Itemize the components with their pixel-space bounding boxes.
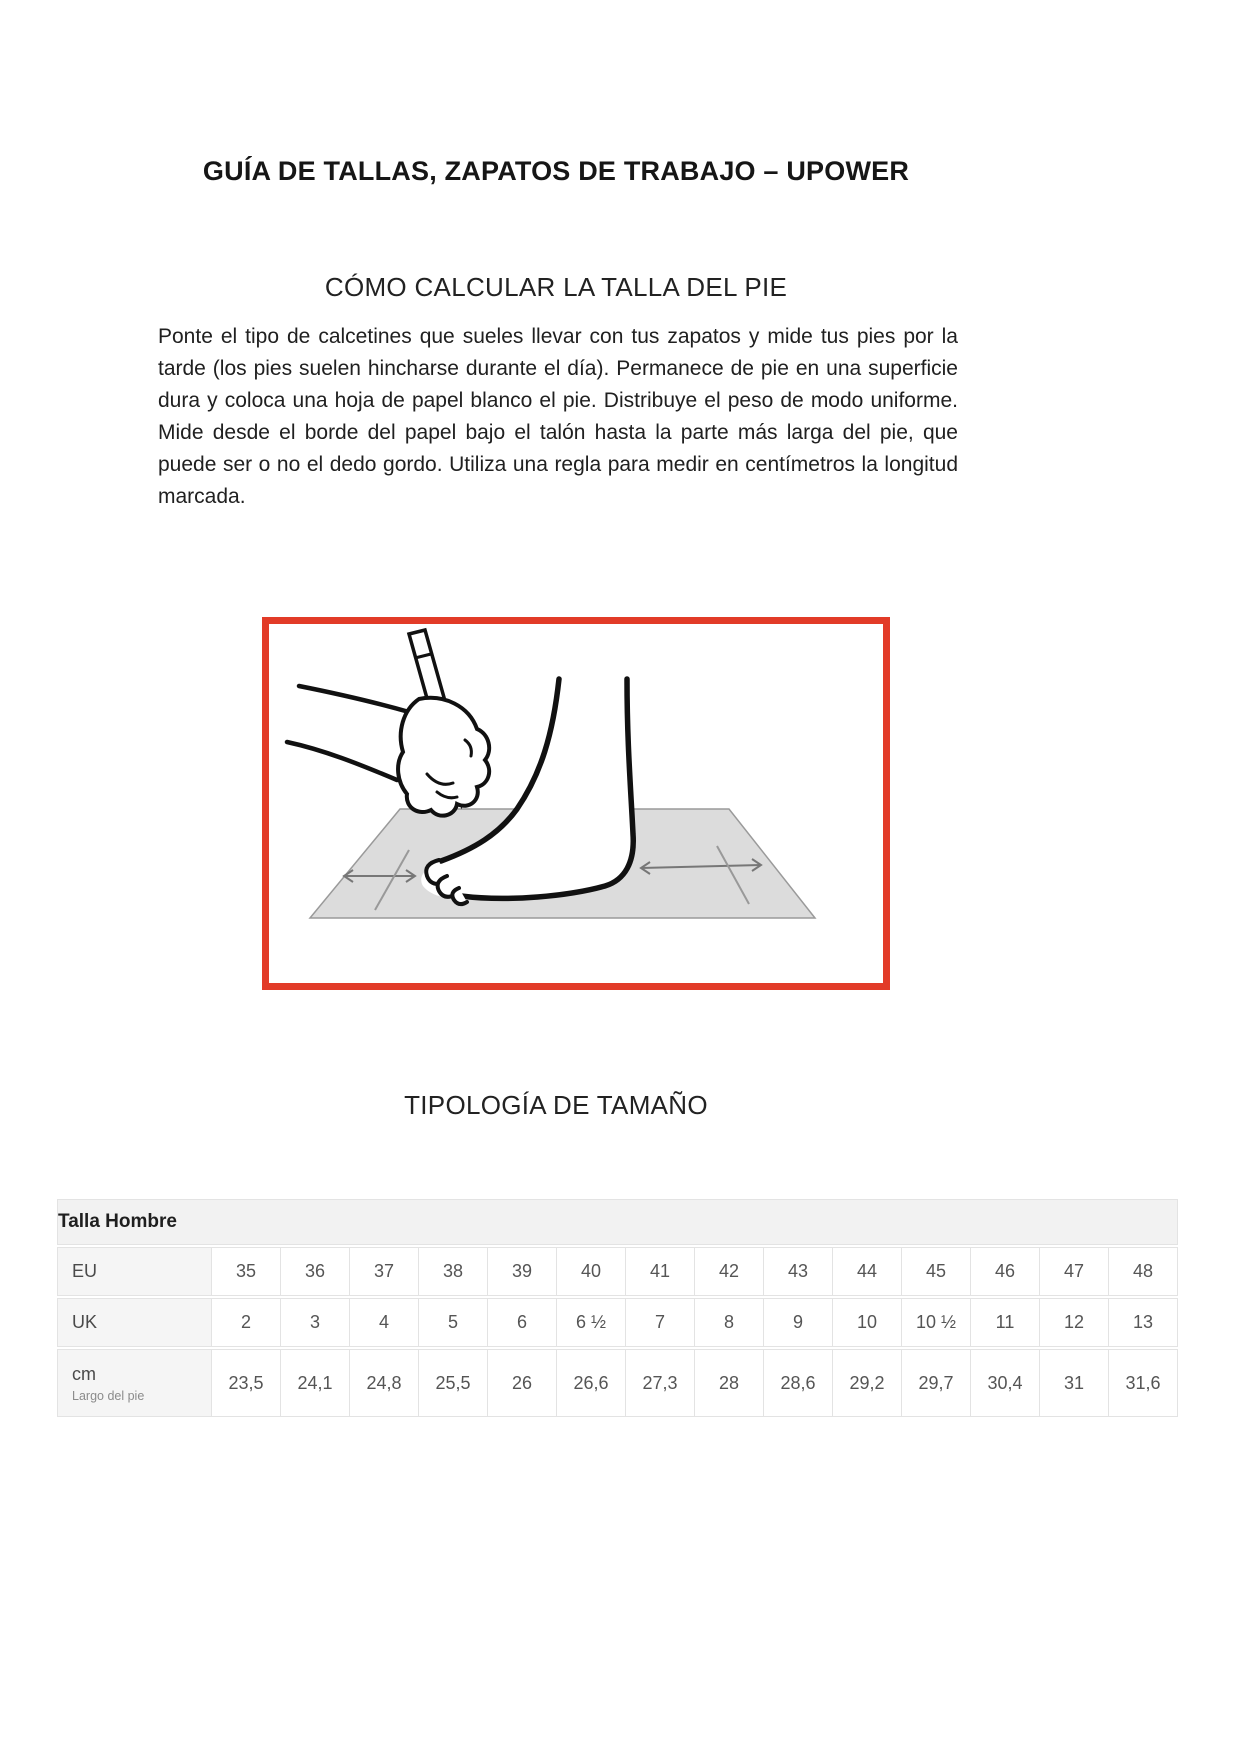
row-label-cm: cm Largo del pie bbox=[57, 1349, 212, 1417]
hand-tracing-foot-illustration bbox=[269, 624, 883, 983]
size-cell: 10 ½ bbox=[902, 1298, 971, 1347]
size-cell: 11 bbox=[971, 1298, 1040, 1347]
size-cell: 31,6 bbox=[1109, 1349, 1178, 1417]
size-cell: 8 bbox=[695, 1298, 764, 1347]
size-cell: 7 bbox=[626, 1298, 695, 1347]
size-cell: 9 bbox=[764, 1298, 833, 1347]
size-cell: 43 bbox=[764, 1247, 833, 1296]
size-cell: 23,5 bbox=[212, 1349, 281, 1417]
size-cell: 45 bbox=[902, 1247, 971, 1296]
size-cell: 13 bbox=[1109, 1298, 1178, 1347]
section-heading-size-typology: TIPOLOGÍA DE TAMAÑO bbox=[404, 1089, 708, 1120]
size-cell: 6 bbox=[488, 1298, 557, 1347]
size-cell: 41 bbox=[626, 1247, 695, 1296]
size-cell: 24,8 bbox=[350, 1349, 419, 1417]
men-size-table bbox=[57, 1197, 1178, 1419]
size-cell: 29,2 bbox=[833, 1349, 902, 1417]
size-cell: 27,3 bbox=[626, 1349, 695, 1417]
size-cell: 31 bbox=[1040, 1349, 1109, 1417]
size-cell: 2 bbox=[212, 1298, 281, 1347]
size-cell: 42 bbox=[695, 1247, 764, 1296]
row-label-uk: UK bbox=[57, 1298, 212, 1347]
size-cell: 36 bbox=[281, 1247, 350, 1296]
size-cell: 26 bbox=[488, 1349, 557, 1417]
size-cell: 39 bbox=[488, 1247, 557, 1296]
table-header-talla-hombre: Talla Hombre bbox=[57, 1199, 1178, 1245]
size-cell: 26,6 bbox=[557, 1349, 626, 1417]
size-cell: 47 bbox=[1040, 1247, 1109, 1296]
size-cell: 24,1 bbox=[281, 1349, 350, 1417]
section-heading-how-to-measure: CÓMO CALCULAR LA TALLA DEL PIE bbox=[324, 271, 788, 302]
size-cell: 48 bbox=[1109, 1247, 1178, 1296]
size-cell: 35 bbox=[212, 1247, 281, 1296]
size-cell: 6 ½ bbox=[557, 1298, 626, 1347]
size-cell: 12 bbox=[1040, 1298, 1109, 1347]
size-cell: 10 bbox=[833, 1298, 902, 1347]
size-cell: 28 bbox=[695, 1349, 764, 1417]
page-title: GUÍA DE TALLAS, ZAPATOS DE TRABAJO – UPOWER bbox=[202, 156, 910, 187]
size-cell: 37 bbox=[350, 1247, 419, 1296]
size-cell: 25,5 bbox=[419, 1349, 488, 1417]
size-cell: 46 bbox=[971, 1247, 1040, 1296]
size-cell: 38 bbox=[419, 1247, 488, 1296]
size-cell: 30,4 bbox=[971, 1349, 1040, 1417]
instructions-paragraph: Ponte el tipo de calcetines que sueles llevar con tus zapatos y mide tus pies por la tarde (los pies suelen hincharse durante el día). Permanece de pie en una superficie dura y coloca una hoja de papel blanco el pie. Distribuye el peso de modo uniforme. Mide desde el borde del papel bajo el talón hasta la parte más larga del pie, que puede ser o no el dedo gordo. Utiliza una regla para medir en centímetros la longitud marcada. bbox=[158, 325, 958, 508]
measure-foot-illustration bbox=[262, 617, 890, 990]
size-cell: 28,6 bbox=[764, 1349, 833, 1417]
size-cell: 4 bbox=[350, 1298, 419, 1347]
size-cell: 29,7 bbox=[902, 1349, 971, 1417]
size-cell: 40 bbox=[557, 1247, 626, 1296]
size-cell: 5 bbox=[419, 1298, 488, 1347]
size-cell: 3 bbox=[281, 1298, 350, 1347]
row-sublabel: Largo del pie bbox=[72, 1388, 145, 1403]
row-label-eu: EU bbox=[57, 1247, 212, 1296]
size-cell: 44 bbox=[833, 1247, 902, 1296]
